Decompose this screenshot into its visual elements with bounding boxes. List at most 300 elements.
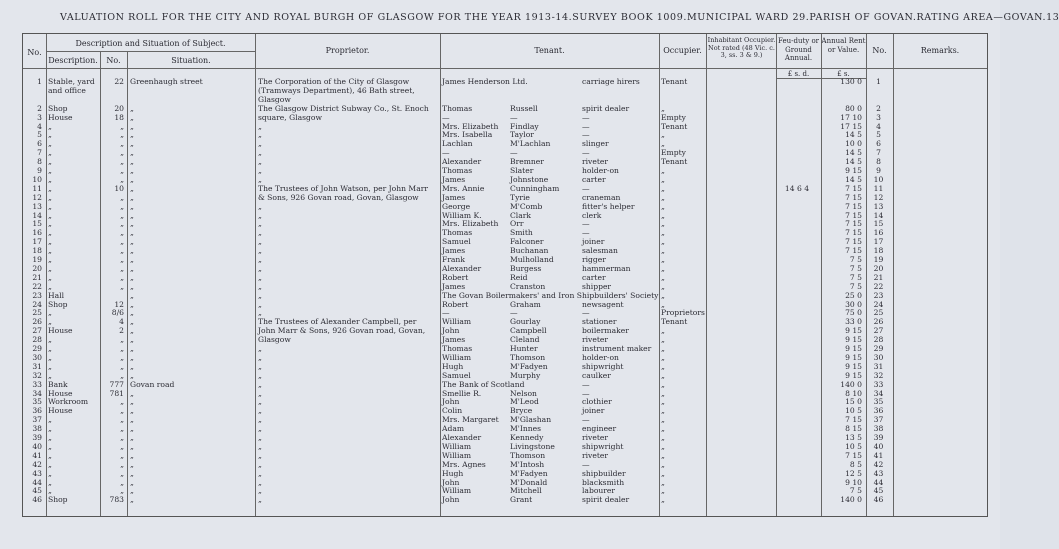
cell-occ: „: [661, 415, 665, 425]
cell-sit: „: [130, 415, 134, 425]
cell-sit: „: [130, 192, 134, 202]
table-row: [22, 274, 986, 283]
col-no: No.: [27, 48, 42, 57]
cell-prop: „: [258, 201, 262, 211]
cell-desc: „: [48, 424, 52, 434]
cell-ann: 7 15: [845, 228, 862, 238]
cell-tf: James: [442, 281, 466, 291]
cell-occ: „: [661, 326, 665, 336]
cell-occ: „: [661, 192, 665, 202]
cell-n3: 22: [873, 281, 884, 291]
cell-tf: —: [442, 308, 450, 318]
cell-no: 6: [37, 139, 42, 149]
cell-desc: „: [48, 308, 52, 318]
cell-tf: James: [442, 192, 466, 202]
cell-desc: Shop: [48, 103, 68, 113]
cell-ann: 7 15: [845, 450, 862, 460]
cell-prop: „: [258, 308, 262, 318]
cell-num: 10: [114, 183, 124, 193]
cell-tt: shipbuilder: [582, 468, 626, 478]
cell-num: 777: [109, 379, 124, 389]
cell-prop3: Glasgow: [258, 94, 291, 104]
cell-no: 7: [37, 148, 42, 158]
cell-no: 43: [32, 468, 42, 478]
cell-tt: salesman: [582, 246, 618, 256]
cell-num: „: [120, 201, 124, 211]
cell-n3: 24: [873, 299, 884, 309]
cell-tf: The Govan Boilermakers' and Iron Shipbuilders' Society: [442, 290, 659, 300]
col-inhabitant: Inhabitant Occupier. Not rated (48 Vic. c. 3, ss. 3 & 9.): [707, 36, 776, 59]
cell-num: „: [120, 433, 124, 442]
cell-prop: „: [258, 219, 262, 229]
cell-ts: Tyrie: [510, 192, 530, 202]
cell-occ: „: [661, 219, 665, 229]
cell-tt: boilermaker: [582, 326, 629, 336]
col-no3: No.: [872, 46, 887, 55]
cell-tf: Alexander: [442, 263, 482, 273]
cell-n3: 44: [873, 477, 884, 487]
cell-desc: „: [48, 192, 52, 202]
cell-n3: 42: [873, 459, 884, 469]
cell-no: 39: [32, 433, 42, 442]
cell-sit: „: [130, 441, 134, 451]
cell-tf: James: [442, 174, 466, 184]
cell-occ: „: [661, 397, 665, 407]
cell-num: 12: [114, 299, 124, 309]
table-row: [22, 434, 986, 443]
cell-tf: —: [442, 112, 450, 122]
cell-tf: Alexander: [442, 157, 482, 167]
cell-ann: 140 0: [840, 495, 862, 505]
col-feuduty: Feu-duty or Ground Annual.: [777, 37, 820, 62]
cell-n3: 8: [876, 157, 881, 167]
cell-sit: „: [130, 299, 134, 309]
cell-ann: 9 15: [845, 361, 862, 371]
cell-num: „: [120, 121, 124, 131]
cell-ts: Campbell: [510, 326, 547, 336]
cell-num: 2: [119, 326, 124, 336]
cell-num: „: [120, 441, 124, 451]
cell-desc: „: [48, 450, 52, 460]
cell-tf: William: [442, 317, 472, 327]
cell-sit: „: [130, 388, 134, 398]
cell-desc: „: [48, 352, 52, 362]
cell-n3: 11: [873, 183, 884, 193]
col-desc-group: Description and Situation of Subject.: [75, 39, 226, 48]
cell-no: 33: [32, 379, 42, 389]
cell-num: „: [120, 157, 124, 167]
cell-ts: Clark: [510, 210, 531, 220]
cell-no: 12: [32, 192, 42, 202]
cell-occ: Tenant: [661, 121, 688, 131]
cell-n3: 9: [876, 166, 881, 175]
cell-ts: Hunter: [510, 344, 538, 353]
cell-no: 16: [32, 228, 42, 238]
cell-ts: M'Fadyen: [510, 361, 548, 371]
cell-ts: Smith: [510, 228, 533, 238]
header-rule: [46, 51, 255, 52]
cell-occ: „: [661, 210, 665, 220]
cell-num: „: [120, 192, 124, 202]
cell-desc: „: [48, 477, 52, 487]
cell-occ: „: [661, 406, 665, 416]
table-row: [22, 443, 986, 452]
cell-n3: 6: [876, 139, 881, 149]
cell-no: 32: [32, 370, 42, 380]
cell-tt: engineer: [582, 424, 617, 434]
cell-num: 20: [114, 103, 124, 113]
cell-prop: „: [258, 477, 262, 487]
table-row: [22, 354, 986, 363]
cell-no: 41: [32, 450, 42, 460]
cell-sit: „: [130, 326, 134, 336]
parish: PARISH OF GOVAN.: [809, 12, 917, 23]
table-row: [22, 470, 986, 479]
cell-desc: „: [48, 183, 52, 193]
cell-ann: 33 0: [845, 317, 862, 327]
cell-occ: „: [661, 433, 665, 442]
cell-sit: „: [130, 174, 134, 184]
cell-no: 30: [32, 352, 42, 362]
col-remarks: Remarks.: [920, 46, 960, 55]
cell-tt: craneman: [582, 192, 621, 202]
cell-occ: „: [661, 237, 665, 247]
table-row: [22, 194, 986, 203]
cell-desc: „: [48, 157, 52, 167]
cell-occ: „: [661, 468, 665, 478]
cell-desc: „: [48, 174, 52, 184]
cell-occ: „: [661, 424, 665, 434]
cell-prop: „: [258, 237, 262, 247]
cell-n3: 17: [873, 237, 884, 247]
cell-sit: „: [130, 246, 134, 256]
cell-tt: joiner: [582, 406, 605, 416]
table-row: [22, 301, 986, 310]
cell-occ: „: [661, 183, 665, 193]
table-row: [22, 229, 986, 238]
cell-tt: —: [582, 415, 590, 425]
cell-tf: John: [442, 397, 460, 407]
cell-ts: Gourlay: [510, 317, 541, 327]
cell-prop: „: [258, 281, 262, 291]
cell-ts: Johnstone: [510, 174, 549, 184]
table-row: [22, 381, 986, 390]
cell-tt: newsagent: [582, 299, 624, 309]
cell-no: 29: [32, 344, 42, 353]
cell-ann: 7 5: [849, 272, 862, 282]
cell-ann: 8 5: [849, 459, 862, 469]
cell-num: „: [120, 468, 124, 478]
cell-tt: —: [582, 121, 590, 131]
cell-tf: Mrs. Elizabeth: [442, 121, 499, 131]
cell-sit: „: [130, 121, 134, 131]
cell-num: „: [120, 361, 124, 371]
cell-no: 5: [37, 130, 42, 140]
cell-tt: rigger: [582, 255, 606, 264]
cell-num: „: [120, 397, 124, 407]
table-row: [22, 140, 986, 149]
cell-tf: George: [442, 201, 471, 211]
cell-prop: „: [258, 459, 262, 469]
table-row-continuation: [22, 87, 986, 96]
cell-n3: 1: [876, 77, 881, 86]
table-row: [22, 309, 986, 318]
cell-num: „: [120, 263, 124, 273]
table-row: [22, 345, 986, 354]
cell-num: 22: [114, 77, 124, 86]
cell-num: „: [120, 130, 124, 140]
cell-tt: —: [582, 148, 590, 158]
cell-no: 45: [32, 486, 42, 496]
cell-no: 19: [32, 255, 42, 264]
cell-prop: „: [258, 433, 262, 442]
cell-ann: 10 5: [845, 441, 862, 451]
cell-desc: „: [48, 361, 52, 371]
cell-occ: „: [661, 272, 665, 282]
cell-no: 17: [32, 237, 42, 247]
cell-ts: M'Donald: [510, 477, 548, 487]
cell-desc: House: [48, 326, 73, 336]
cell-num: „: [120, 415, 124, 425]
cell-tt: carriage hirers: [582, 77, 640, 86]
cell-n3: 30: [873, 352, 884, 362]
cell-ts: Cleland: [510, 335, 540, 345]
cell-tf: Thomas: [442, 103, 473, 113]
cell-prop: „: [258, 424, 262, 434]
cell-tt: carter: [582, 174, 606, 184]
cell-prop: „: [258, 139, 262, 149]
cell-sit: „: [130, 210, 134, 220]
cell-prop: „: [258, 299, 262, 309]
cell-sit: „: [130, 424, 134, 434]
cell-ts: Mulholland: [510, 255, 554, 264]
cell-tt: riveter: [582, 335, 609, 345]
cell-sit: „: [130, 397, 134, 407]
cell-tt: —: [582, 388, 590, 398]
cell-tt: holder-on: [582, 166, 619, 175]
rating-area: RATING AREA—GOVAN.: [916, 12, 1047, 23]
cell-tf: William: [442, 450, 472, 460]
cell-num: „: [120, 477, 124, 487]
table-row: [22, 336, 986, 345]
cell-tf: William: [442, 441, 472, 451]
cell-prop: square, Glasgow: [258, 112, 322, 122]
cell-ann: 9 10: [845, 477, 862, 487]
cell-tt: —: [582, 183, 590, 193]
cell-tf: Adam: [442, 424, 465, 434]
cell-ts: M'Innes: [510, 424, 542, 434]
cell-ann: 7 15: [845, 219, 862, 229]
cell-n3: 33: [873, 379, 884, 389]
cell-ts: Thomson: [510, 450, 546, 460]
cell-prop2: (Tramways Department), 46 Bath street,: [258, 85, 415, 95]
cell-no: 25: [32, 308, 42, 318]
cell-desc: „: [48, 441, 52, 451]
cell-ann: 9 15: [845, 352, 862, 362]
cell-ann: 14 5: [845, 148, 862, 158]
cell-ts: Murphy: [510, 370, 541, 380]
cell-sit: Govan road: [130, 379, 175, 389]
cell-ts: M'Comb: [510, 201, 543, 211]
table-row: [22, 425, 986, 434]
cell-tf: Mrs. Isabella: [442, 130, 493, 140]
cell-ann: 12 5: [845, 468, 862, 478]
table-row: [22, 398, 986, 407]
cell-no: 9: [37, 166, 42, 175]
cell-no: 37: [32, 415, 42, 425]
cell-prop: „: [258, 450, 262, 460]
cell-num: „: [120, 237, 124, 247]
cell-ts: Buchanan: [510, 246, 549, 256]
cell-ts: M'Glashan: [510, 415, 552, 425]
cell-desc: House: [48, 388, 73, 398]
cell-desc: „: [48, 272, 52, 282]
table-row: [22, 265, 986, 274]
cell-ann: 7 15: [845, 246, 862, 256]
cell-no: 34: [32, 388, 42, 398]
cell-ts: Cunningham: [510, 183, 560, 193]
cell-n3: 41: [873, 450, 884, 460]
cell-prop: „: [258, 121, 262, 131]
cell-ann: 7 5: [849, 263, 862, 273]
cell-ts: Reid: [510, 272, 528, 282]
cell-tt: —: [582, 112, 590, 122]
cell-ann: 9 15: [845, 166, 862, 175]
cell-n3: 38: [873, 424, 884, 434]
cell-ann: 25 0: [845, 290, 862, 300]
cell-desc: „: [48, 344, 52, 353]
cell-ts: Findlay: [510, 121, 539, 131]
cell-n3: 12: [873, 192, 884, 202]
cell-desc: „: [48, 433, 52, 442]
page-header: [60, 12, 1059, 23]
table-row: [22, 256, 986, 265]
cell-tf: Hugh: [442, 361, 464, 371]
table-row: [22, 416, 986, 425]
cell-ts: Cranston: [510, 281, 546, 291]
cell-prop: „: [258, 228, 262, 238]
cell-ann: 13 5: [845, 433, 862, 442]
cell-ann: 9 15: [845, 335, 862, 345]
cell-prop: „: [258, 166, 262, 175]
cell-tf: Thomas: [442, 166, 473, 175]
cell-n3: 34: [873, 388, 884, 398]
cell-tt: spirit dealer: [582, 495, 630, 505]
feu-unit: £ s. d.: [787, 70, 810, 78]
cell-sit: „: [130, 290, 134, 300]
cell-occ: Empty: [661, 148, 686, 158]
table-row: [22, 167, 986, 176]
cell-occ: Tenant: [661, 317, 688, 327]
cell-no: 35: [32, 397, 42, 407]
cell-occ: „: [661, 281, 665, 291]
cell-desc: „: [48, 335, 52, 345]
cell-n3: 13: [873, 201, 884, 211]
annual-unit: £ s.: [837, 70, 850, 78]
cell-no: 23: [32, 290, 42, 300]
cell-ts: Kennedy: [510, 433, 544, 442]
cell-ts: Livingstone: [510, 441, 555, 451]
cell-n3: 45: [873, 486, 884, 496]
cell-num: „: [120, 272, 124, 282]
cell-sit: „: [130, 459, 134, 469]
cell-ann: 7 15: [845, 183, 862, 193]
cell-sit: „: [130, 263, 134, 273]
col-no2: No.: [106, 56, 121, 65]
cell-occ: Proprietors: [661, 308, 705, 318]
cell-tt: clothier: [582, 397, 612, 407]
cell-desc: „: [48, 486, 52, 496]
cell-prop: „: [258, 255, 262, 264]
cell-prop: „: [258, 388, 262, 398]
cell-n3: 32: [873, 370, 884, 380]
table-row: [22, 203, 986, 212]
cell-occ: „: [661, 228, 665, 238]
cell-tt: joiner: [582, 237, 605, 247]
cell-tf: Smellie R.: [442, 388, 482, 398]
cell-no: 31: [32, 361, 42, 371]
cell-occ: „: [661, 450, 665, 460]
cell-sit: „: [130, 344, 134, 353]
cell-occ: „: [661, 290, 665, 300]
cell-desc: Hall: [48, 290, 65, 300]
cell-tt: labourer: [582, 486, 616, 496]
cell-no: 40: [32, 441, 42, 451]
cell-tf: Mrs. Margaret: [442, 415, 499, 425]
cell-occ: „: [661, 370, 665, 380]
cell-desc: „: [48, 139, 52, 149]
cell-ts: Orr: [510, 219, 524, 229]
cell-sit: „: [130, 219, 134, 229]
cell-tt: slinger: [582, 139, 609, 149]
cell-ann: 130 0: [840, 77, 862, 86]
cell-tf: John: [442, 495, 460, 505]
cell-ann: 9 15: [845, 326, 862, 336]
header-rule: [23, 68, 987, 69]
table-row: [22, 461, 986, 470]
cell-no: 3: [37, 112, 42, 122]
cell-n3: 10: [873, 174, 884, 184]
cell-prop: „: [258, 157, 262, 167]
cell-no: 20: [32, 263, 42, 273]
cell-ts: Thomson: [510, 352, 546, 362]
cell-num: 18: [114, 112, 124, 122]
cell-prop: „: [258, 361, 262, 371]
cell-desc: „: [48, 281, 52, 291]
table-row: [22, 318, 986, 327]
cell-tt: stationer: [582, 317, 617, 327]
cell-tt: shipwright: [582, 361, 624, 371]
cell-n3: 4: [876, 121, 881, 131]
table-row: [22, 247, 986, 256]
table-row: [22, 149, 986, 158]
cell-prop: The Corporation of the City of Glasgow: [258, 77, 410, 86]
cell-desc: „: [48, 468, 52, 478]
cell-n3: 19: [873, 255, 884, 264]
cell-tf: Lachlan: [442, 139, 473, 149]
cell-sit: „: [130, 486, 134, 496]
cell-desc: „: [48, 370, 52, 380]
cell-ann: 75 0: [845, 308, 862, 318]
cell-sit: Greenhaugh street: [130, 77, 203, 86]
cell-ann: 7 15: [845, 192, 862, 202]
cell-num: „: [120, 148, 124, 158]
cell-prop: John Marr & Sons, 926 Govan road, Govan,: [258, 326, 426, 336]
cell-n3: 37: [873, 415, 884, 425]
cell-ann: 17 10: [840, 112, 862, 122]
cell-desc: Bank: [48, 379, 68, 389]
cell-no: 26: [32, 317, 42, 327]
